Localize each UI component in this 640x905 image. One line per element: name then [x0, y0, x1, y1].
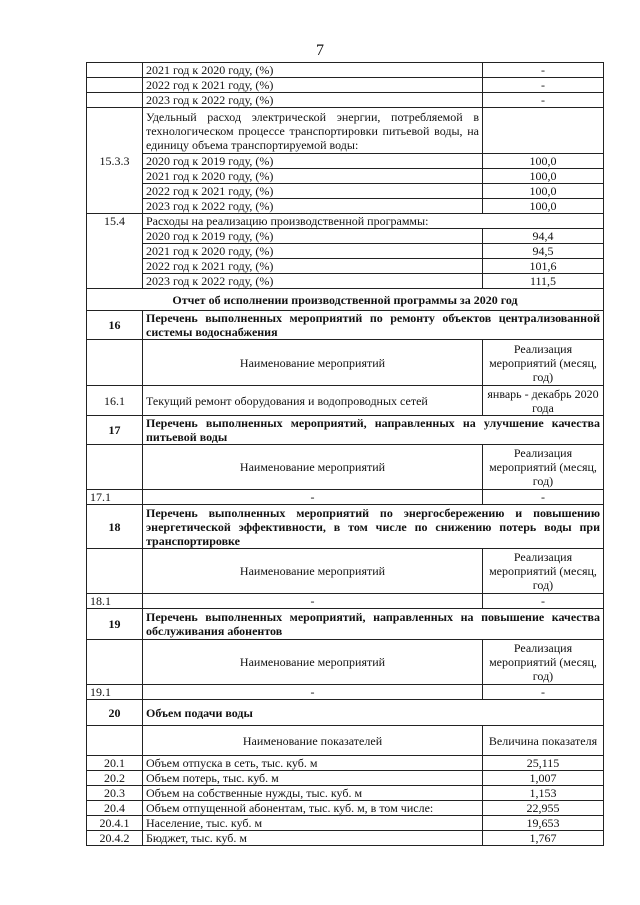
table-row [87, 416, 604, 445]
row-text-cell: 2022 год к 2021 году, (%) [143, 78, 483, 93]
col-header-measures: Наименование мероприятий [143, 340, 483, 386]
row-value-cell: - [483, 685, 604, 700]
table-row [87, 549, 604, 594]
table-row [87, 214, 604, 229]
table-row [87, 63, 604, 78]
section-title-19: Перечень выполненных мероприятий, направленных на повышение качества обслуживания абонентов [143, 609, 604, 640]
section-text-15-3-3: Удельный расход электрической энергии, потребляемой в технологическом процессе транспортировки питьевой воды, на единицу объема транспортируемой воды: [143, 108, 483, 154]
table-row [87, 93, 604, 108]
section-number-18: 18 [87, 505, 143, 549]
row-text-cell: 2022 год к 2021 году, (%) [143, 184, 483, 199]
row-value-cell: 1,007 [483, 771, 604, 786]
table-row [87, 801, 604, 816]
row-number-cell [87, 549, 143, 594]
col-header-indicators: Наименование показателей [143, 726, 483, 756]
table-row [87, 78, 604, 93]
row-text-cell: - [143, 594, 483, 609]
row-value-cell: - [483, 78, 604, 93]
table-row [87, 289, 604, 311]
row-value-cell: 100,0 [483, 184, 604, 199]
col-header-realization: Реализация мероприятий (месяц, год) [483, 445, 604, 490]
col-header-value: Величина показателя [483, 726, 604, 756]
row-text-cell: Население, тыс. куб. м [143, 816, 483, 831]
row-number-cell: 20.4 [87, 801, 143, 816]
table-row [87, 340, 604, 386]
section-number-15-4: 15.4 [87, 214, 143, 289]
row-number-cell: 20.3 [87, 786, 143, 801]
row-number-cell: 18.1 [87, 594, 143, 609]
row-text-cell: 2022 год к 2021 году, (%) [143, 259, 483, 274]
row-value-cell: январь - декабрь 2020 года [483, 386, 604, 416]
row-number-cell: 20.1 [87, 756, 143, 771]
row-number-cell [87, 640, 143, 685]
table-row [87, 594, 604, 609]
section-title-20: Объем подачи воды [143, 700, 604, 726]
section-title-17: Перечень выполненных мероприятий, направленных на улучшение качества питьевой воды [143, 416, 604, 445]
table-row [87, 831, 604, 846]
row-text-cell: 2021 год к 2020 году, (%) [143, 63, 483, 78]
table-row [87, 311, 604, 340]
table-row [87, 756, 604, 771]
row-number-cell: 20.4.1 [87, 816, 143, 831]
row-number-cell [87, 445, 143, 490]
row-text-cell: - [143, 685, 483, 700]
table-row [87, 169, 604, 184]
row-value-cell: - [483, 594, 604, 609]
row-number-cell: 20.4.2 [87, 831, 143, 846]
table-row [87, 386, 604, 416]
row-value-cell: - [483, 93, 604, 108]
section-title-16: Перечень выполненных мероприятий по ремонту объектов централизованной системы водоснабжения [143, 311, 604, 340]
table-row [87, 184, 604, 199]
row-text-cell: Текущий ремонт оборудования и водопроводных сетей [143, 386, 483, 416]
row-value-cell: 101,6 [483, 259, 604, 274]
table-row [87, 786, 604, 801]
row-text-cell: Объем на собственные нужды, тыс. куб. м [143, 786, 483, 801]
table-row [87, 700, 604, 726]
row-value-cell: 1,153 [483, 786, 604, 801]
page-number: 7 [316, 42, 324, 59]
row-number-cell: 20.2 [87, 771, 143, 786]
section-number-19: 19 [87, 609, 143, 640]
table-row [87, 108, 604, 154]
row-value-cell: 100,0 [483, 154, 604, 169]
row-value-cell: 111,5 [483, 274, 604, 289]
row-number-cell [87, 63, 143, 78]
row-value-cell: 19,653 [483, 816, 604, 831]
col-header-measures: Наименование мероприятий [143, 640, 483, 685]
row-number-cell: 16.1 [87, 386, 143, 416]
row-value-cell: 1,767 [483, 831, 604, 846]
table-row [87, 229, 604, 244]
row-text-cell: 2021 год к 2020 году, (%) [143, 169, 483, 184]
row-number-cell [87, 93, 143, 108]
row-number-cell [87, 340, 143, 386]
table-row [87, 244, 604, 259]
col-header-realization: Реализация мероприятий (месяц, год) [483, 549, 604, 594]
table-row [87, 259, 604, 274]
row-value-cell: 94,4 [483, 229, 604, 244]
table-row [87, 609, 604, 640]
table-row [87, 274, 604, 289]
row-value-cell: 100,0 [483, 199, 604, 214]
row-number-cell [87, 78, 143, 93]
row-value-cell: - [483, 490, 604, 505]
col-header-realization: Реализация мероприятий (месяц, год) [483, 340, 604, 386]
row-text-cell: - [143, 490, 483, 505]
row-number-cell: 19.1 [87, 685, 143, 700]
section-text-15-4: Расходы на реализацию производственной программы: [143, 214, 604, 229]
row-text-cell: Бюджет, тыс. куб. м [143, 831, 483, 846]
row-value-cell: - [483, 63, 604, 78]
table-row [87, 685, 604, 700]
table-row [87, 154, 604, 169]
row-text-cell: Объем отпущенной абонентам, тыс. куб. м, в том числе: [143, 801, 483, 816]
section-number-15-3-3: 15.3.3 [87, 108, 143, 214]
table-row [87, 726, 604, 756]
table-row [87, 199, 604, 214]
col-header-measures: Наименование мероприятий [143, 549, 483, 594]
row-text-cell: 2023 год к 2022 году, (%) [143, 274, 483, 289]
table-row [87, 490, 604, 505]
row-number-cell: 17.1 [87, 490, 143, 505]
row-text-cell: 2023 год к 2022 году, (%) [143, 199, 483, 214]
section-number-17: 17 [87, 416, 143, 445]
row-value-cell: 25,115 [483, 756, 604, 771]
row-text-cell: Объем отпуска в сеть, тыс. куб. м [143, 756, 483, 771]
row-text-cell: 2021 год к 2020 году, (%) [143, 244, 483, 259]
row-value-cell [483, 108, 604, 154]
table-row [87, 445, 604, 490]
col-header-realization: Реализация мероприятий (месяц, год) [483, 640, 604, 685]
col-header-measures: Наименование мероприятий [143, 445, 483, 490]
table-row [87, 505, 604, 549]
row-value-cell: 94,5 [483, 244, 604, 259]
table-row [87, 640, 604, 685]
program-table [86, 62, 604, 846]
section-title-18: Перечень выполненных мероприятий по энергосбережению и повышению энергетической эффективности, в том числе по снижению потерь воды при транспортировке [143, 505, 604, 549]
row-text-cell: Объем потерь, тыс. куб. м [143, 771, 483, 786]
row-number-cell [87, 726, 143, 756]
row-value-cell: 22,955 [483, 801, 604, 816]
row-text-cell: 2020 год к 2019 году, (%) [143, 229, 483, 244]
row-text-cell: 2020 год к 2019 году, (%) [143, 154, 483, 169]
section-number-20: 20 [87, 700, 143, 726]
table-row [87, 816, 604, 831]
section-number-16: 16 [87, 311, 143, 340]
row-text-cell: 2023 год к 2022 году, (%) [143, 93, 483, 108]
table-row [87, 771, 604, 786]
report-title: Отчет об исполнении производственной программы за 2020 год [87, 289, 604, 311]
row-value-cell: 100,0 [483, 169, 604, 184]
